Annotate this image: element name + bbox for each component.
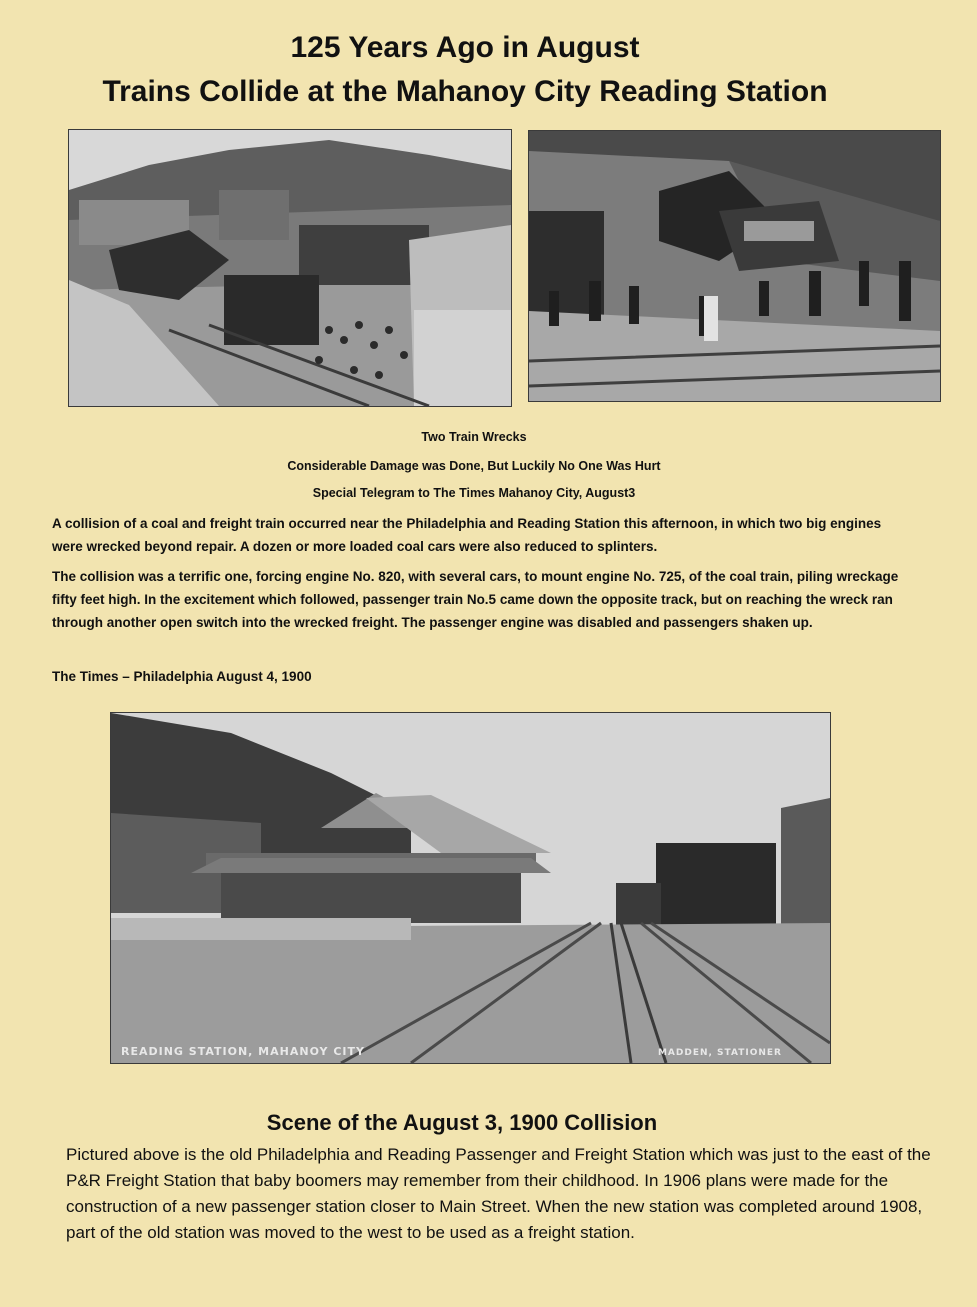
station-photo: [110, 712, 831, 1064]
article-paragraph: A collision of a coal and freight train occurred near the Philadelphia and Reading Station this afternoon, in which two big engines were wrecked beyond repair. A dozen or more loaded coal cars were also reduced to splinters.: [52, 516, 882, 554]
wreck-photo-left: [68, 129, 512, 407]
photo-label-left: READING STATION, MAHANOY CITY: [121, 1045, 365, 1058]
page-title-line-2: Trains Collide at the Mahanoy City Reading Station: [102, 75, 828, 108]
scene-title: Scene of the August 3, 1900 Collision: [266, 1110, 658, 1135]
article-source: The Times – Philadelphia August 4, 1900: [52, 669, 312, 684]
wreck-photo-right: [528, 130, 941, 402]
article-dateline: Special Telegram to The Times Mahanoy City, August3: [312, 486, 636, 500]
photo-label-right: MADDEN, STATIONER: [657, 1048, 782, 1058]
article-headline: Two Train Wrecks: [421, 430, 527, 444]
scene-description: Pictured above is the old Philadelphia and Reading Passenger and Freight Station which was just to the east of the P&R Freight Station that baby boomers may remember from their childhood. In 1906 plans were made for the construction of a new passenger station closer to Main Street. When the new station was completed around 1908, part of the old station was moved to the west to be used as a freight station.: [66, 1145, 931, 1242]
article-subheadline: Considerable Damage was Done, But Luckily No One Was Hurt: [287, 459, 661, 473]
article-paragraph: The collision was a terrific one, forcing engine No. 820, with several cars, to mount engine No. 725, of the coal train, piling wreckage fifty feet high. In the excitement which followed, passenger train No.5 came down the opposite track, but on reaching the wreck ran through another open switch into the wrecked freight. The passenger engine was disabled and passengers shaken up.: [52, 569, 899, 630]
page-title-line-1: 125 Years Ago in August: [290, 31, 640, 64]
